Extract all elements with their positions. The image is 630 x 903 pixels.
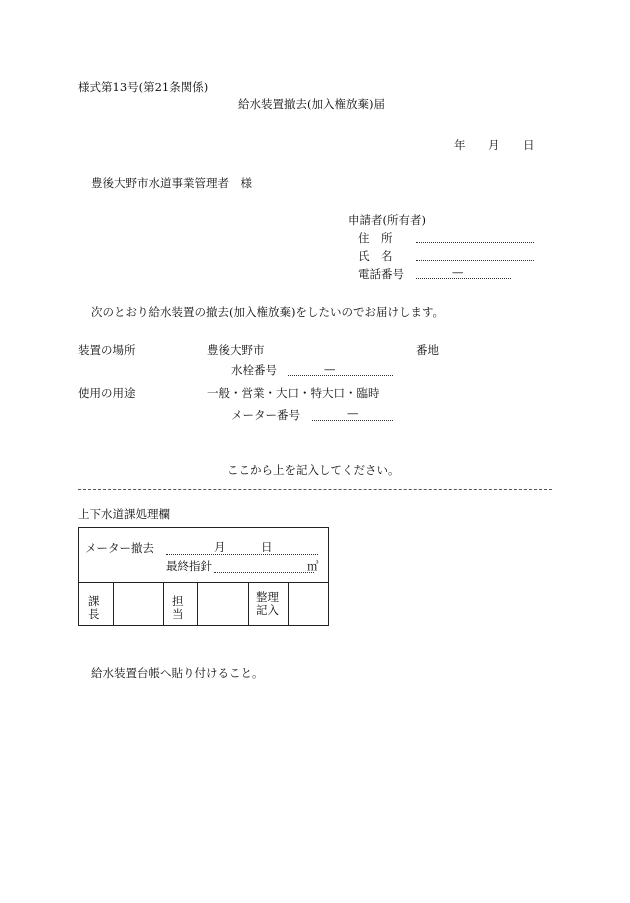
usage-options: 一般・営業・大口・特大口・臨時 bbox=[207, 386, 380, 400]
usage-label: 使用の用途 bbox=[78, 386, 136, 400]
col-divider-3 bbox=[197, 582, 198, 625]
applicant-header: 申請者(所有者) bbox=[348, 213, 426, 227]
meter-dash: — bbox=[347, 406, 359, 420]
col-divider-4 bbox=[248, 582, 249, 625]
col-divider-1 bbox=[113, 582, 114, 625]
date-month-label: 月 bbox=[488, 138, 500, 152]
instruction-text: ここから上を記入してください。 bbox=[227, 463, 400, 477]
addressee: 豊後大野市水道事業管理者 様 bbox=[91, 176, 252, 190]
location-label: 装置の場所 bbox=[78, 343, 136, 357]
cubic-meter-unit: ㎥ bbox=[307, 559, 319, 573]
phone-dash: — bbox=[452, 265, 464, 279]
banchi-label: 番地 bbox=[416, 343, 439, 357]
meter-removal-date-field[interactable] bbox=[166, 554, 318, 555]
col-divider-5 bbox=[288, 582, 289, 625]
date-year-label: 年 bbox=[454, 138, 466, 152]
final-reading-field[interactable] bbox=[214, 572, 314, 573]
form-title: 給水装置撤去(加入権放棄)届 bbox=[238, 97, 385, 111]
city-name: 豊後大野市 bbox=[207, 343, 265, 357]
col-divider-2 bbox=[163, 582, 164, 625]
final-reading-label: 最終指針 bbox=[166, 559, 212, 573]
hydrant-dash: — bbox=[324, 362, 336, 376]
address-label: 住 所 bbox=[358, 231, 393, 245]
removal-month-label: 月 bbox=[214, 540, 226, 554]
hydrant-number-field[interactable] bbox=[288, 375, 393, 376]
phone-label: 電話番号 bbox=[358, 267, 404, 281]
meter-number-field[interactable] bbox=[312, 420, 393, 421]
cut-separator bbox=[78, 489, 552, 490]
record-label: 整理 記入 bbox=[256, 590, 279, 617]
phone-field[interactable] bbox=[416, 278, 511, 279]
removal-day-label: 日 bbox=[261, 540, 273, 554]
footer-note: 給水装置台帳へ貼り付けること。 bbox=[91, 666, 264, 680]
statement-text: 次のとおり給水装置の撤去(加入権放棄)をしたいのでお届けします。 bbox=[91, 305, 445, 319]
meter-removal-label: メーター撤去 bbox=[85, 541, 154, 555]
box-divider bbox=[79, 582, 328, 583]
staff-label: 担 当 bbox=[172, 594, 184, 621]
name-label: 氏 名 bbox=[358, 249, 393, 263]
name-field[interactable] bbox=[416, 260, 534, 261]
address-field[interactable] bbox=[416, 242, 534, 243]
date-day-label: 日 bbox=[523, 138, 535, 152]
meter-number-label: メーター番号 bbox=[231, 408, 300, 422]
office-header: 上下水道課処理欄 bbox=[78, 507, 170, 521]
chief-label: 課 長 bbox=[88, 594, 100, 621]
hydrant-number-label: 水栓番号 bbox=[231, 363, 277, 377]
office-processing-box bbox=[78, 527, 329, 626]
form-number: 様式第13号(第21条関係) bbox=[78, 80, 209, 94]
